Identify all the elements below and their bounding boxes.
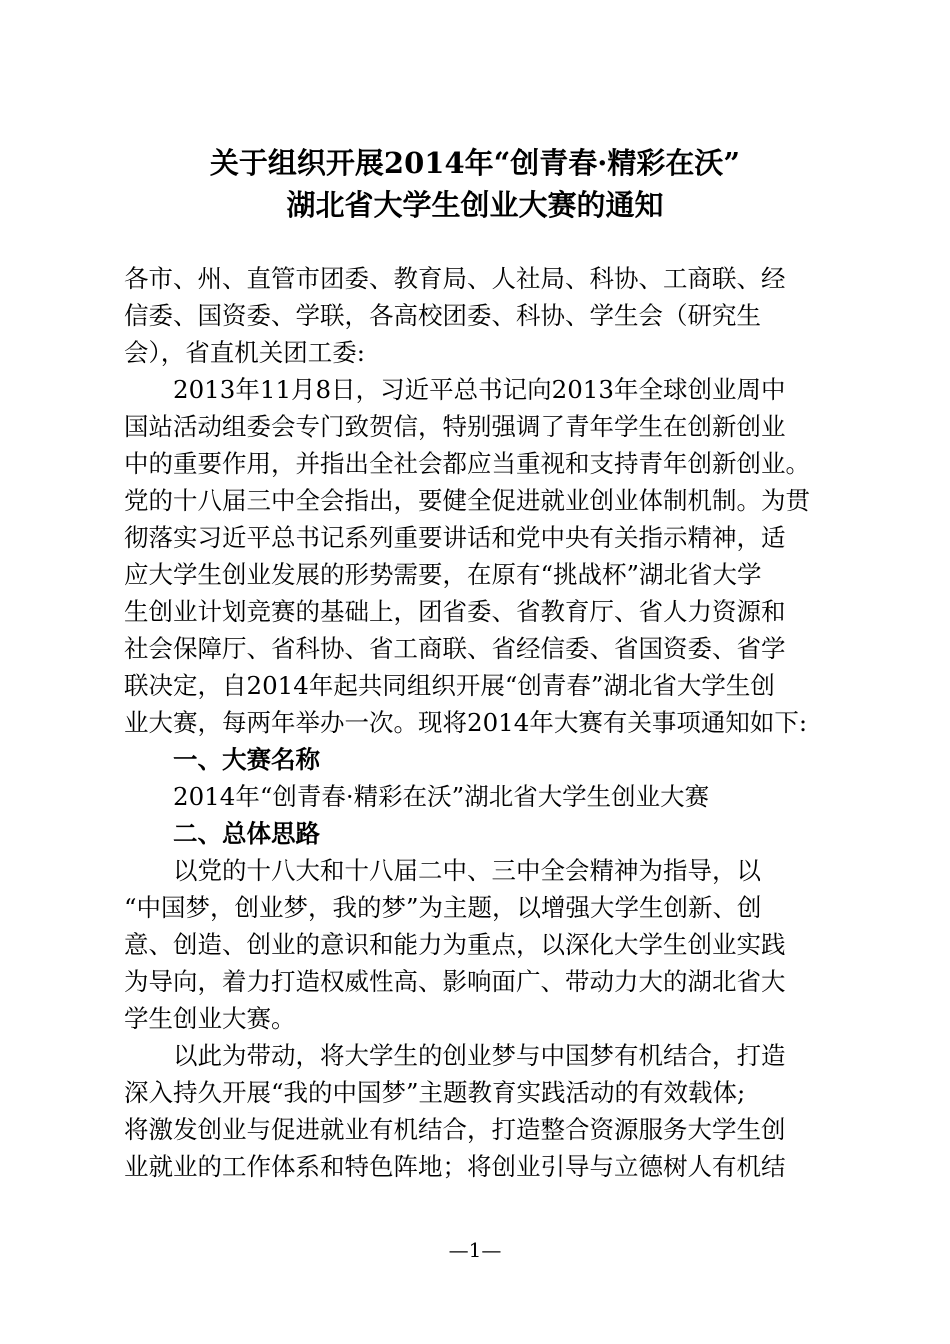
body-paragraph-line: 学生创业大赛。 bbox=[124, 1004, 296, 1033]
body-paragraph-line: 2014年“创青春·精彩在沃”湖北省大学生创业大赛 bbox=[173, 782, 710, 811]
body-paragraph-line: 将激发创业与促进就业有机结合，打造整合资源服务大学生创 bbox=[124, 1115, 786, 1144]
addressee-line: 各市、州、直管市团委、教育局、人社局、科协、工商联、经 bbox=[124, 264, 786, 293]
body-paragraph-line: 党的十八届三中全会指出，要健全促进就业创业体制机制。为贯 bbox=[124, 486, 810, 515]
body-paragraph-line: 应大学生创业发展的形势需要，在原有“挑战杯”湖北省大学 bbox=[124, 560, 762, 589]
body-paragraph-line: 国站活动组委会专门致贺信，特别强调了青年学生在创新创业 bbox=[124, 412, 786, 441]
addressee-line: 会），省直机关团工委: bbox=[124, 338, 366, 367]
body-paragraph-line: 生创业计划竞赛的基础上，团省委、省教育厅、省人力资源和 bbox=[124, 597, 786, 626]
body-paragraph-line: 以此为带动，将大学生的创业梦与中国梦有机结合，打造 bbox=[173, 1041, 786, 1070]
body-paragraph-line: “中国梦，创业梦，我的梦”为主题，以增强大学生创新、创 bbox=[124, 893, 762, 922]
section-heading: 二、总体思路 bbox=[173, 819, 320, 848]
body-paragraph-line: 业大赛，每两年举办一次。现将2014年大赛有关事项通知如下: bbox=[124, 708, 808, 737]
document-title-line-2: 湖北省大学生创业大赛的通知 bbox=[286, 188, 664, 222]
body-paragraph-line: 中的重要作用，并指出全社会都应当重视和支持青年创新创业。 bbox=[124, 449, 810, 478]
body-paragraph-line: 为导向，着力打造权威性高、影响面广、带动力大的湖北省大 bbox=[124, 967, 786, 996]
addressee-line: 信委、国资委、学联，各高校团委、科协、学生会（研究生 bbox=[124, 301, 761, 330]
body-paragraph-line: 以党的十八大和十八届二中、三中全会精神为指导，以 bbox=[173, 856, 761, 885]
page-number: —1— bbox=[448, 1238, 502, 1262]
body-paragraph-line: 意、创造、创业的意识和能力为重点，以深化大学生创业实践 bbox=[124, 930, 786, 959]
body-paragraph-line: 深入持久开展“我的中国梦”主题教育实践活动的有效载体; bbox=[124, 1078, 746, 1107]
document-title-line-1: 关于组织开展2014年“创青春·精彩在沃” bbox=[209, 146, 741, 180]
section-heading: 一、大赛名称 bbox=[173, 745, 320, 774]
body-paragraph-line: 2013年11月8日，习近平总书记向2013年全球创业周中 bbox=[173, 375, 786, 404]
body-paragraph-line: 彻落实习近平总书记系列重要讲话和党中央有关指示精神，适 bbox=[124, 523, 786, 552]
body-paragraph-line: 社会保障厅、省科协、省工商联、省经信委、省国资委、省学 bbox=[124, 634, 786, 663]
body-paragraph-line: 业就业的工作体系和特色阵地；将创业引导与立德树人有机结 bbox=[124, 1152, 786, 1181]
body-paragraph-line: 联决定，自2014年起共同组织开展“创青春”湖北省大学生创 bbox=[124, 671, 775, 700]
